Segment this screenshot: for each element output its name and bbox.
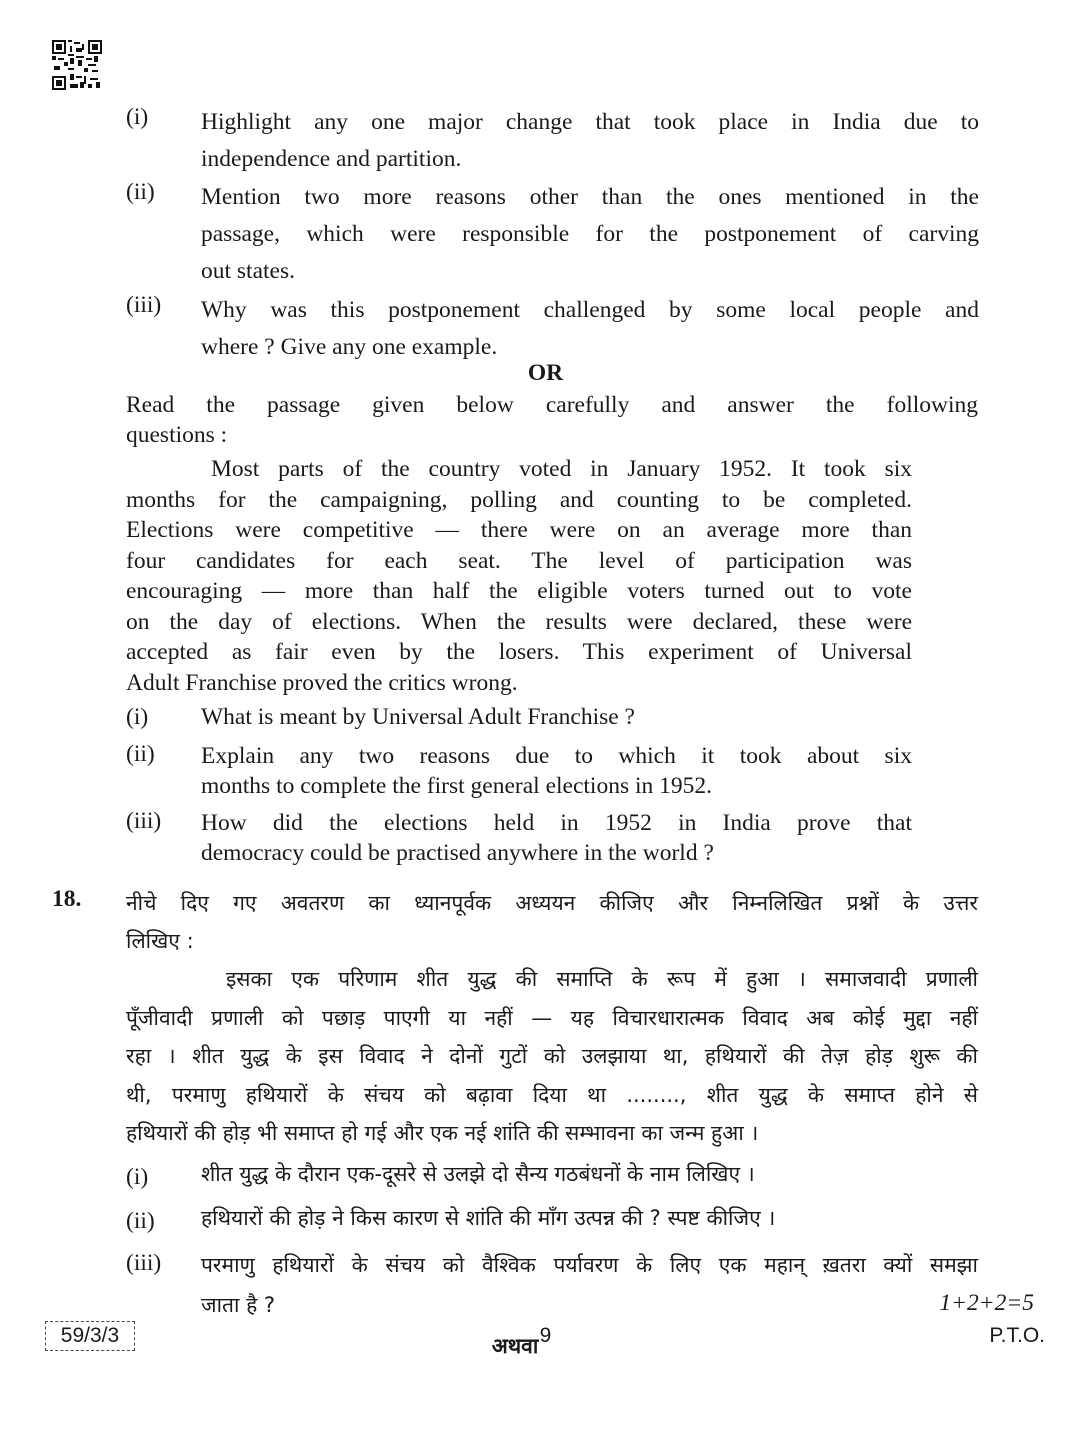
q17-iii-line1: Why was this postponement challenged by some local people and: [201, 297, 979, 323]
alt-passage: [126, 454, 912, 698]
alt-instruction-line1: Read the passage given below carefully and answer the following: [126, 392, 978, 418]
q17-ii-line3: out states.: [201, 258, 295, 284]
q18-i-text: शीत युद्ध के दौरान एक-दूसरे से उलझे दो सैन्य गठबंधनों के नाम लिखिए ।: [201, 1162, 755, 1186]
q18-marks: 1+2+2=5: [939, 1290, 1034, 1316]
alt-passage-line: accepted as fair even by the losers. This experiment of Universal: [126, 639, 912, 665]
alt-ii-number: (ii): [126, 741, 155, 767]
paper-code: 59/3/3: [45, 1321, 135, 1351]
athva-separator: अथवा: [491, 1334, 539, 1358]
pto-label: P.T.O.: [989, 1324, 1045, 1347]
alt-passage-line: on the day of elections. When the results were declared, these were: [126, 608, 912, 635]
q18-instruction-line1: नीचे दिए गए अवतरण का ध्यानपूर्वक अध्ययन कीजिए और निम्नलिखित प्रश्नों के उत्तर: [126, 891, 978, 915]
alt-passage-line: encouraging — more than half the eligible voters turned out to vote: [126, 578, 912, 604]
q18-number: 18.: [52, 886, 82, 912]
alt-iii-number: (iii): [126, 808, 162, 834]
q18-ii-number: (ii): [126, 1208, 155, 1234]
q17-i-number: (i): [126, 104, 149, 130]
q17-ii-line2: passage, which were responsible for the postponement of carving: [201, 221, 979, 247]
q17-iii-line2: where ? Give any one example.: [201, 334, 498, 360]
page-number: 9: [539, 1324, 552, 1347]
alt-passage-line: Elections were competitive — there were on an average more than: [126, 517, 912, 543]
q17-i-line1: Highlight any one major change that took place in India due to: [201, 109, 979, 135]
alt-iii-line1: How did the elections held in 1952 in India prove that: [201, 810, 912, 836]
q17-ii-line1: Mention two more reasons other than the ones mentioned in the: [201, 184, 979, 210]
q18-passage-line: रहा । शीत युद्ध के इस विवाद ने दोनों गुटों को उलझाया था, हथियारों की तेज़ होड़ शुरू की: [126, 1044, 978, 1068]
q18-passage-line: हथियारों की होड़ भी समाप्त हो गई और एक नई शांति की सम्भावना का जन्म हुआ ।: [126, 1121, 759, 1145]
q18-i-number: (i): [126, 1164, 149, 1190]
alt-passage-line: four candidates for each seat. The level of participation was: [126, 547, 912, 574]
alt-ii-line1: Explain any two reasons due to which it took about six: [201, 743, 912, 769]
q18-iii-line1: परमाणु हथियारों के संचय को वैश्विक पर्यावरण के लिए एक महान् ख़तरा क्यों समझा: [201, 1253, 978, 1277]
q18-iii-line2: जाता है ?: [201, 1293, 276, 1317]
q18-iii-number: (iii): [126, 1250, 162, 1276]
alt-passage-line: Adult Franchise proved the critics wrong.: [126, 669, 518, 696]
q17-iii-text: [201, 292, 979, 366]
alt-passage-line: months for the campaigning, polling and counting to be completed.: [126, 486, 912, 513]
q18-passage-line: पूँजीवादी प्रणाली को पछाड़ पाएगी या नहीं — यह विचारधारात्मक विवाद अब कोई मुद्दा नहीं: [126, 1005, 978, 1030]
q18-passage: [126, 960, 978, 1153]
q17-iii-number: (iii): [126, 292, 162, 318]
q17-i-line2: independence and partition.: [201, 146, 462, 172]
q17-ii-number: (ii): [126, 179, 155, 205]
alt-passage-line: Most parts of the country voted in January 1952. It took six: [211, 456, 912, 482]
alt-i-number: (i): [126, 704, 149, 730]
qr-code-icon: [52, 40, 102, 90]
q18-instruction: [126, 884, 978, 960]
alt-ii-text: [201, 741, 912, 801]
q18-iii-text: [201, 1245, 978, 1325]
q17-ii-text: [201, 179, 979, 290]
alt-iii-text: [201, 808, 912, 868]
q18-instruction-line2: लिखिए :: [126, 929, 194, 953]
q18-passage-line: थी, परमाणु हथियारों के संचय को बढ़ावा दिया था ........, शीत युद्ध के समाप्त होने से: [126, 1082, 978, 1107]
q17-i-text: [201, 104, 979, 178]
alt-iii-line2: democracy could be practised anywhere in the world ?: [201, 840, 714, 866]
alt-i-text: What is meant by Universal Adult Franchise ?: [201, 704, 635, 730]
or-separator: OR: [527, 360, 564, 386]
alt-ii-line2: months to complete the first general elections in 1952.: [201, 773, 712, 799]
q18-ii-text: हथियारों की होड़ ने किस कारण से शांति की माँग उत्पन्न की ? स्पष्ट कीजिए ।: [201, 1206, 776, 1230]
q18-passage-line: इसका एक परिणाम शीत युद्ध की समाप्ति के रूप में हुआ । समाजवादी प्रणाली: [226, 967, 978, 991]
alt-instruction-line2: questions :: [126, 422, 228, 448]
